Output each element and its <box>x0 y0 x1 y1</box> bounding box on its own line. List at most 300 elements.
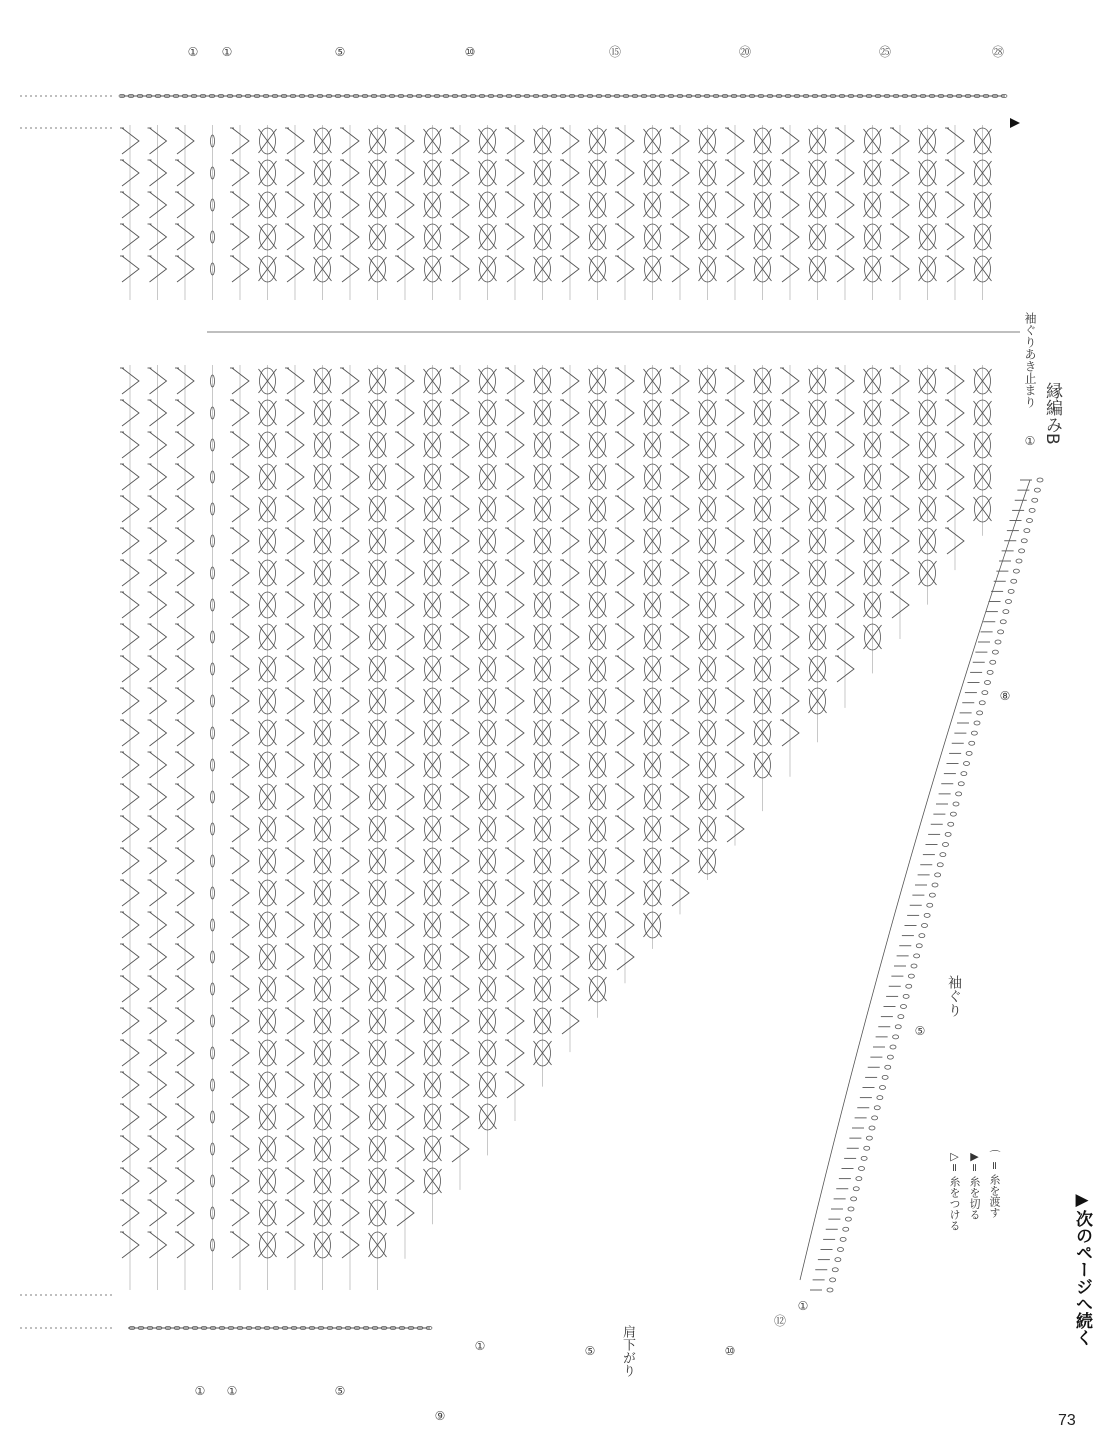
v-stitch <box>177 784 194 810</box>
v-stitch <box>672 224 689 250</box>
edge-chain <box>874 1106 880 1110</box>
edge-chain <box>943 843 949 847</box>
v-stitch <box>672 848 689 874</box>
v-stitch <box>452 432 469 458</box>
v-stitch <box>892 256 909 282</box>
v-stitch <box>150 848 167 874</box>
v-stitch <box>287 192 304 218</box>
v-stitch <box>562 848 579 874</box>
bottom-row-marker: ⑤ <box>584 1344 596 1358</box>
v-stitch <box>232 688 249 714</box>
v-stitch <box>892 528 909 554</box>
v-stitch <box>287 816 304 842</box>
v-stitch <box>122 464 139 490</box>
v-stitch <box>150 1072 167 1098</box>
v-stitch <box>617 752 634 778</box>
v-stitch <box>397 368 414 394</box>
v-stitch <box>122 1168 139 1194</box>
v-stitch <box>122 224 139 250</box>
edge-chain <box>987 670 993 674</box>
v-stitch <box>452 656 469 682</box>
v-stitch <box>122 688 139 714</box>
v-stitch <box>782 432 799 458</box>
v-stitch <box>452 1008 469 1034</box>
v-stitch <box>150 432 167 458</box>
v-stitch <box>177 1072 194 1098</box>
v-stitch <box>232 1168 249 1194</box>
v-stitch <box>342 1072 359 1098</box>
v-stitch <box>177 848 194 874</box>
v-stitch <box>122 432 139 458</box>
v-stitch <box>452 1104 469 1130</box>
edge-chain <box>974 721 980 725</box>
v-stitch <box>122 1072 139 1098</box>
v-stitch <box>617 880 634 906</box>
edge-chain <box>971 731 977 735</box>
edge-chain <box>861 1156 867 1160</box>
v-stitch <box>150 1200 167 1226</box>
v-stitch <box>507 400 524 426</box>
v-stitch <box>150 816 167 842</box>
v-stitch <box>947 192 964 218</box>
edge-chain <box>916 944 922 948</box>
v-stitch <box>672 160 689 186</box>
v-stitch <box>452 848 469 874</box>
bottom-row-marker: ① <box>194 1384 206 1398</box>
v-stitch <box>177 976 194 1002</box>
v-stitch <box>562 256 579 282</box>
v-stitch <box>342 224 359 250</box>
v-stitch <box>177 752 194 778</box>
v-stitch <box>122 752 139 778</box>
v-stitch <box>122 816 139 842</box>
v-stitch <box>397 784 414 810</box>
v-stitch <box>507 1072 524 1098</box>
v-stitch <box>507 192 524 218</box>
v-stitch <box>287 128 304 154</box>
v-stitch <box>177 1136 194 1162</box>
v-stitch <box>397 1168 414 1194</box>
v-stitch <box>150 912 167 938</box>
edge-row-markers <box>915 434 1036 1038</box>
v-stitch <box>232 1200 249 1226</box>
v-stitch <box>782 528 799 554</box>
edge-chain <box>866 1136 872 1140</box>
v-stitch <box>122 880 139 906</box>
v-stitch <box>452 752 469 778</box>
v-stitch <box>342 1136 359 1162</box>
v-stitch <box>177 464 194 490</box>
v-stitch <box>507 224 524 250</box>
v-stitch <box>947 128 964 154</box>
v-stitch <box>837 128 854 154</box>
v-stitch <box>452 592 469 618</box>
v-stitch <box>287 1168 304 1194</box>
v-stitch <box>287 752 304 778</box>
v-stitch <box>727 368 744 394</box>
v-stitch <box>562 1008 579 1034</box>
v-stitch <box>177 624 194 650</box>
edge-chain <box>1006 600 1012 604</box>
v-stitch <box>232 1232 249 1258</box>
v-stitch <box>397 848 414 874</box>
top-row-marker: ① <box>221 45 233 59</box>
v-stitch <box>122 1200 139 1226</box>
v-stitch <box>232 784 249 810</box>
edge-chain <box>830 1278 836 1282</box>
v-stitch <box>617 368 634 394</box>
edge-chain <box>914 954 920 958</box>
edge-chain <box>872 1116 878 1120</box>
v-stitch <box>452 976 469 1002</box>
v-stitch <box>232 944 249 970</box>
armhole-edge <box>800 478 1043 1292</box>
edge-chain <box>922 924 928 928</box>
v-stitch <box>672 560 689 586</box>
v-stitch <box>397 688 414 714</box>
edge-chain <box>950 812 956 816</box>
v-stitch <box>727 400 744 426</box>
v-stitch <box>397 592 414 618</box>
v-stitch <box>947 224 964 250</box>
v-stitch <box>452 160 469 186</box>
edge-chain <box>992 650 998 654</box>
edge-chain <box>1029 508 1035 512</box>
v-stitch <box>507 496 524 522</box>
v-stitch <box>342 1232 359 1258</box>
armhole-label: 袖ぐり <box>946 975 962 1017</box>
v-stitch <box>150 752 167 778</box>
v-stitch <box>562 528 579 554</box>
v-stitch <box>397 160 414 186</box>
v-stitch <box>342 688 359 714</box>
v-stitch <box>452 1136 469 1162</box>
v-stitch <box>342 848 359 874</box>
edge-chain <box>895 1025 901 1029</box>
v-stitch <box>232 496 249 522</box>
v-stitch <box>342 976 359 1002</box>
v-stitch <box>287 656 304 682</box>
v-stitch <box>617 256 634 282</box>
v-stitch <box>892 496 909 522</box>
v-stitch <box>507 816 524 842</box>
v-stitch <box>287 592 304 618</box>
v-stitch <box>122 1232 139 1258</box>
v-stitch <box>672 784 689 810</box>
v-stitch <box>232 1008 249 1034</box>
edge-chain <box>840 1237 846 1241</box>
v-stitch <box>122 912 139 938</box>
v-stitch <box>507 752 524 778</box>
v-stitch <box>507 1008 524 1034</box>
v-stitch <box>232 880 249 906</box>
v-stitch <box>342 912 359 938</box>
v-stitch <box>617 816 634 842</box>
v-stitch <box>507 560 524 586</box>
edge-chain <box>985 681 991 685</box>
v-stitch <box>177 528 194 554</box>
v-stitch <box>150 464 167 490</box>
v-stitch <box>397 128 414 154</box>
v-stitch <box>507 624 524 650</box>
v-stitch <box>287 1072 304 1098</box>
v-stitch <box>342 1008 359 1034</box>
v-stitch <box>122 1104 139 1130</box>
v-stitch <box>947 432 964 458</box>
v-stitch <box>782 160 799 186</box>
v-stitch <box>232 624 249 650</box>
v-stitch <box>342 560 359 586</box>
v-stitch <box>287 400 304 426</box>
v-stitch <box>452 256 469 282</box>
edge-chain <box>853 1187 859 1191</box>
v-stitch <box>122 1040 139 1066</box>
v-stitch <box>342 400 359 426</box>
v-stitch <box>947 528 964 554</box>
edge-chain <box>929 893 935 897</box>
v-stitch <box>177 256 194 282</box>
v-stitch <box>342 368 359 394</box>
v-stitch <box>232 848 249 874</box>
v-stitch <box>727 160 744 186</box>
v-stitch <box>452 880 469 906</box>
v-stitch <box>287 160 304 186</box>
v-stitch <box>452 400 469 426</box>
v-stitch <box>892 160 909 186</box>
v-stitch <box>342 432 359 458</box>
v-stitch <box>782 368 799 394</box>
v-stitch <box>947 464 964 490</box>
v-stitch <box>727 496 744 522</box>
edge-chain <box>848 1207 854 1211</box>
v-stitch <box>397 1008 414 1034</box>
v-stitch <box>507 368 524 394</box>
v-stitch <box>782 496 799 522</box>
legend-text-carry: = 糸を渡す <box>988 1161 1001 1218</box>
v-stitch <box>177 560 194 586</box>
v-stitch <box>287 528 304 554</box>
v-stitch <box>892 432 909 458</box>
v-stitch <box>452 912 469 938</box>
edge-chain <box>911 964 917 968</box>
v-stitch <box>507 880 524 906</box>
v-stitch <box>150 624 167 650</box>
v-stitch <box>782 688 799 714</box>
v-stitch <box>397 1040 414 1066</box>
v-stitch <box>150 528 167 554</box>
v-stitch <box>727 592 744 618</box>
v-stitch <box>122 192 139 218</box>
v-stitch <box>397 1072 414 1098</box>
v-stitch <box>397 464 414 490</box>
bottom-row-marker: ⑨ <box>434 1409 446 1423</box>
v-stitch <box>287 880 304 906</box>
v-stitch <box>122 624 139 650</box>
v-stitch <box>947 160 964 186</box>
v-stitch <box>672 720 689 746</box>
v-stitch <box>287 1008 304 1034</box>
v-stitch <box>397 912 414 938</box>
edge-row-marker: ① <box>1024 434 1036 448</box>
v-stitch <box>617 912 634 938</box>
v-stitch <box>562 496 579 522</box>
edge-chain <box>1000 620 1006 624</box>
bottom-row-marker: ⑩ <box>724 1344 736 1358</box>
v-stitch <box>342 944 359 970</box>
v-stitch <box>122 496 139 522</box>
v-stitch <box>782 624 799 650</box>
v-stitch <box>727 192 744 218</box>
v-stitch <box>342 1040 359 1066</box>
v-stitch <box>397 528 414 554</box>
v-stitch <box>150 784 167 810</box>
v-stitch <box>617 128 634 154</box>
v-stitch <box>397 256 414 282</box>
v-stitch <box>232 528 249 554</box>
v-stitch <box>617 784 634 810</box>
v-stitch <box>342 1200 359 1226</box>
v-stitch <box>122 528 139 554</box>
v-stitch <box>287 368 304 394</box>
edge-chain <box>1037 478 1043 482</box>
v-stitch <box>782 464 799 490</box>
edge-chain <box>966 751 972 755</box>
v-stitch <box>562 784 579 810</box>
v-stitch <box>452 128 469 154</box>
edge-chain <box>953 802 959 806</box>
v-stitch <box>122 848 139 874</box>
v-stitch <box>892 192 909 218</box>
v-stitch <box>782 224 799 250</box>
v-stitch <box>287 224 304 250</box>
v-stitch <box>342 464 359 490</box>
v-stitch <box>177 688 194 714</box>
v-stitch <box>782 128 799 154</box>
edging-label: 縁編みB <box>1042 382 1062 445</box>
edge-chain <box>977 711 983 715</box>
bottom-row-marker: ⑤ <box>334 1384 346 1398</box>
v-stitch <box>672 624 689 650</box>
v-stitch <box>507 976 524 1002</box>
v-stitch <box>397 656 414 682</box>
v-stitch <box>177 128 194 154</box>
v-stitch <box>122 128 139 154</box>
v-stitch <box>892 224 909 250</box>
v-stitch <box>342 256 359 282</box>
v-stitch <box>287 560 304 586</box>
v-stitch <box>397 720 414 746</box>
v-stitch <box>892 128 909 154</box>
edge-chain <box>1013 569 1019 573</box>
v-stitch <box>287 1200 304 1226</box>
v-stitch <box>782 256 799 282</box>
edge-chain <box>856 1177 862 1181</box>
v-stitch <box>122 720 139 746</box>
edge-chain <box>880 1086 886 1090</box>
v-stitch <box>287 624 304 650</box>
bottom-row-marker: ① <box>797 1299 809 1313</box>
v-stitch <box>562 432 579 458</box>
v-stitch <box>177 368 194 394</box>
edge-chain <box>1021 539 1027 543</box>
v-stitch <box>562 192 579 218</box>
v-stitch <box>287 912 304 938</box>
edge-chain <box>1019 549 1025 553</box>
v-stitch <box>287 1136 304 1162</box>
edge-chain <box>961 772 967 776</box>
v-stitch <box>452 816 469 842</box>
bottom-row-marker: ① <box>474 1339 486 1353</box>
edge-chain <box>893 1035 899 1039</box>
v-stitch <box>837 592 854 618</box>
v-stitch <box>232 192 249 218</box>
v-stitch <box>617 496 634 522</box>
stitch-grid <box>120 125 992 1290</box>
v-stitch <box>150 976 167 1002</box>
v-stitch <box>177 160 194 186</box>
v-stitch <box>397 752 414 778</box>
v-stitch <box>452 944 469 970</box>
v-stitch <box>342 624 359 650</box>
v-stitch <box>397 400 414 426</box>
v-stitch <box>562 224 579 250</box>
edge-chain <box>969 741 975 745</box>
v-stitch <box>837 256 854 282</box>
v-stitch <box>232 464 249 490</box>
continue-next-page-note: ▶次のページへ続く <box>1072 1190 1092 1346</box>
page-number: 73 <box>1058 1412 1076 1429</box>
legend-item-attach <box>946 1150 962 1231</box>
edge-chain <box>1011 579 1017 583</box>
v-stitch <box>672 464 689 490</box>
v-stitch <box>727 784 744 810</box>
v-stitch <box>507 432 524 458</box>
v-stitch <box>452 1040 469 1066</box>
v-stitch <box>727 224 744 250</box>
v-stitch <box>617 464 634 490</box>
v-stitch <box>837 560 854 586</box>
v-stitch <box>837 432 854 458</box>
v-stitch <box>562 560 579 586</box>
v-stitch <box>617 944 634 970</box>
v-stitch <box>727 528 744 554</box>
v-stitch <box>150 1168 167 1194</box>
v-stitch <box>232 256 249 282</box>
v-stitch <box>232 128 249 154</box>
v-stitch <box>150 880 167 906</box>
edge-chain <box>864 1146 870 1150</box>
v-stitch <box>287 496 304 522</box>
edge-chain <box>924 913 930 917</box>
v-stitch <box>177 496 194 522</box>
edge-chain <box>838 1248 844 1252</box>
v-stitch <box>837 496 854 522</box>
edge-chain <box>1003 610 1009 614</box>
v-stitch <box>727 656 744 682</box>
v-stitch <box>122 256 139 282</box>
v-stitch <box>837 624 854 650</box>
legend-text-attach: = 糸をつける <box>948 1163 961 1231</box>
v-stitch <box>947 496 964 522</box>
edge-chain <box>927 903 933 907</box>
bottom-row-marker: ⑫ <box>773 1314 787 1328</box>
v-stitch <box>562 656 579 682</box>
v-stitch <box>617 656 634 682</box>
v-stitch <box>672 656 689 682</box>
v-stitch <box>122 368 139 394</box>
v-stitch <box>150 688 167 714</box>
edge-chain <box>845 1217 851 1221</box>
